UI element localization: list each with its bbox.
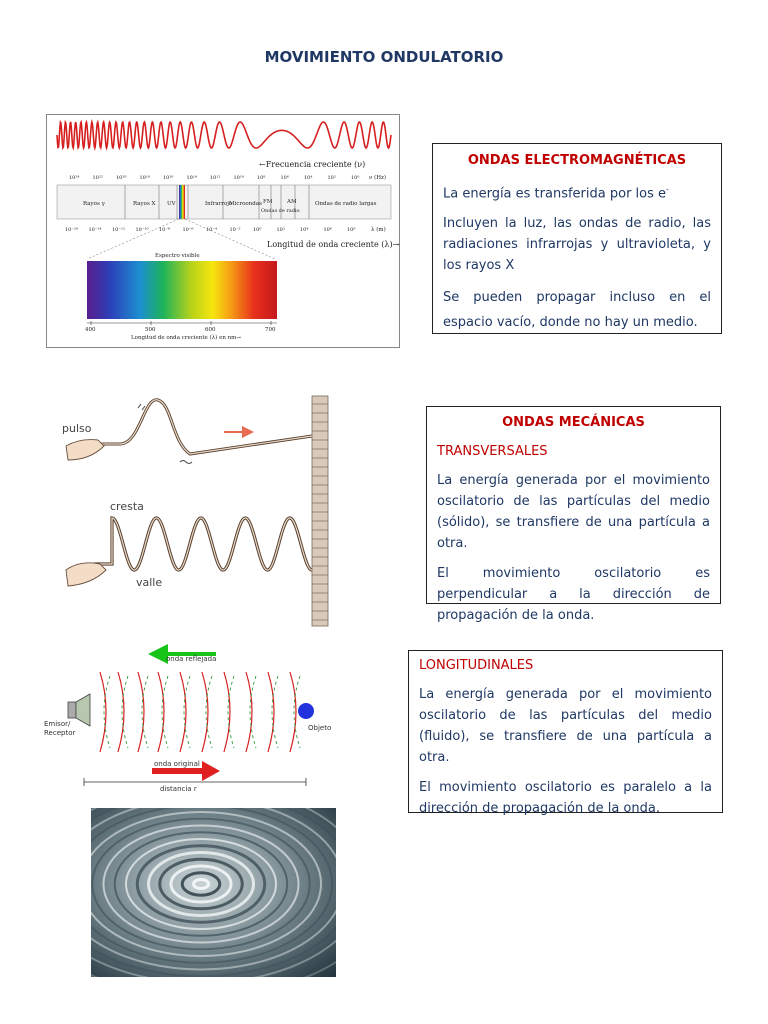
emitted-wavefront (138, 672, 144, 752)
emitted-wavefront (180, 672, 186, 752)
reflected-wavefront (122, 676, 128, 748)
sonar-diagram (40, 640, 340, 795)
wavelength-tick: 10⁻¹² (112, 227, 126, 233)
wavelength-tick: 10⁶ (323, 227, 332, 233)
trough-label: valle (136, 576, 163, 589)
emitted-wavefront (224, 672, 230, 752)
emitted-wavefront (158, 672, 164, 752)
visible-spectrum-bar (87, 261, 277, 319)
frequency-tick: 10¹⁸ (139, 175, 150, 181)
standing-wave-rope (94, 518, 312, 570)
visible-tick-label: 400 (85, 327, 96, 333)
frequency-tick: 10² (327, 175, 336, 181)
frequency-tick: 10⁸ (257, 175, 266, 181)
wavelength-ticks (65, 227, 355, 233)
reflected-wavefront (184, 676, 190, 748)
crest-label: cresta (110, 500, 144, 513)
frequency-tick: 10⁶ (280, 175, 289, 181)
reflected-wavefront (162, 676, 168, 748)
frequency-unit: ν (Hz) (369, 175, 387, 181)
transverse-wave-figure (60, 394, 350, 630)
electromagnetic-text-1: La energía es transferida por los e- (443, 185, 669, 202)
object-dot (298, 703, 314, 719)
emitted-wavefront (290, 672, 296, 752)
frequency-tick: 10¹⁶ (163, 175, 174, 181)
longitudinal-text-1: La energía generada por el movimiento oscilatorio de las partículas del medio (fluido), se transfiere de una partícula a otra. (419, 687, 712, 765)
frequency-label: ←Frecuencia creciente (ν) (259, 160, 366, 169)
transverse-text-1: La energía generada por el movimiento oscilatorio de las partículas del medio (sólido), se transfiere de una partícula a otra. (437, 473, 710, 551)
mechanical-waves-box (426, 406, 721, 623)
wavelength-tick: 10⁻⁶ (182, 227, 194, 233)
band-radio: Ondas de radio (261, 208, 300, 214)
wavelength-tick: 10⁻² (229, 227, 241, 233)
band-infrared: Infrarrojo (205, 201, 233, 207)
pulse-rope (94, 400, 312, 454)
hand-top (66, 440, 104, 460)
transverse-wave-diagram (60, 394, 350, 630)
longitudinal-text-2: El movimiento oscilatorio es paralelo a la dirección de propagación de la onda. (419, 780, 712, 816)
wave-fronts (100, 672, 300, 752)
band-gamma: Rayos γ (83, 201, 105, 207)
original-wave-label: onda original (154, 760, 200, 768)
electromagnetic-heading: ONDAS ELECTROMAGNÉTICAS (467, 153, 687, 168)
band-long-radio: Ondas de radio largas (315, 201, 377, 207)
em-wave-line (57, 122, 391, 148)
page-title: MOVIMIENTO ONDULATORIO (264, 48, 504, 66)
emitted-wavefront (268, 672, 274, 752)
band-xray: Rayos X (133, 201, 156, 207)
emitted-wavefront (202, 672, 208, 752)
visible-tick-label: 500 (145, 327, 156, 333)
emitter-label-1: Emisor/ (44, 720, 71, 728)
pulse-label: pulso (62, 422, 92, 435)
wavelength-label: Longitud de onda creciente (λ)→ (267, 240, 399, 249)
reflected-wavefront (104, 676, 110, 748)
frequency-tick: 10⁰ (351, 175, 360, 181)
frequency-tick: 10⁴ (304, 175, 313, 181)
reflected-wavefront (206, 676, 212, 748)
electromagnetic-text-3: Se pueden propagar incluso en el espacio vacío, donde no hay un medio. (443, 290, 711, 331)
pulse-rope-inner (94, 400, 312, 454)
water-ripple-drawing (91, 808, 336, 977)
longitudinal-waves-box (408, 650, 723, 816)
wavelength-tick: 10⁴ (300, 227, 309, 233)
motion-mark-bottom (180, 461, 192, 464)
visible-axis-label: Longitud de onda creciente (λ) en nm→ (131, 335, 241, 341)
wavelength-tick: 10⁰ (253, 227, 262, 233)
transverse-text-2: El movimiento oscilatorio es perpendicular a la dirección de propagación de la onda. (437, 566, 710, 623)
object-label: Objeto (308, 724, 332, 732)
band-microwave: Microondas (229, 201, 262, 207)
frequency-ticks (69, 175, 359, 181)
visible-slice (179, 185, 185, 219)
wavelength-tick: 10² (276, 227, 285, 233)
distance-label: distancia r (160, 785, 197, 793)
visible-spectrum-label: Espectro visible (155, 253, 200, 259)
band-fm: FM (263, 199, 273, 205)
band-uv: UV (167, 201, 176, 207)
emitted-wavefront (118, 672, 124, 752)
wavelength-tick: 10⁻⁸ (159, 227, 171, 233)
electromagnetic-waves-box (432, 143, 722, 334)
longitudinal-subheading: LONGITUDINALES (419, 658, 534, 673)
emitter-label-2: Receptor (44, 729, 76, 737)
emitted-wavefront (246, 672, 252, 752)
wall (312, 396, 328, 626)
band-am: AM (287, 199, 297, 205)
sonar-figure (40, 640, 340, 795)
frequency-tick: 10¹⁴ (186, 175, 197, 181)
pulse-direction-arrow (224, 426, 254, 438)
visible-tick-label: 700 (265, 327, 276, 333)
reflected-wavefront (142, 676, 148, 748)
reflected-wavefront (250, 676, 256, 748)
motion-mark-top (138, 404, 145, 410)
reflected-wavefront (272, 676, 278, 748)
em-spectrum-figure (46, 114, 400, 348)
em-spectrum-diagram (47, 115, 399, 347)
water-ripple-image (91, 808, 336, 977)
visible-tick-label: 600 (205, 327, 216, 333)
hand-bottom (66, 563, 106, 586)
wavelength-tick: 10⁻⁴ (206, 227, 218, 233)
emitted-wavefront (100, 672, 106, 752)
wavelength-unit: λ (m) (371, 227, 386, 233)
mechanical-heading: ONDAS MECÁNICAS (502, 415, 645, 430)
electromagnetic-text-2: Incluyen la luz, las ondas de radio, las radiaciones infrarrojas y ultravioleta, y los rayos X (443, 216, 711, 274)
emitter-cone (76, 694, 90, 726)
frequency-tick: 10²⁰ (116, 175, 127, 181)
emitter-body (68, 702, 76, 718)
frequency-tick: 10²² (92, 175, 103, 181)
wavelength-tick: 10⁻¹⁶ (65, 227, 79, 233)
wavelength-tick: 10⁸ (347, 227, 356, 233)
reflected-wave-label: onda reflejada (166, 655, 217, 663)
wavelength-tick: 10⁻¹⁴ (88, 227, 102, 233)
frequency-tick: 10¹² (210, 175, 221, 181)
reflected-wavefront (228, 676, 234, 748)
frequency-tick: 10¹⁰ (233, 175, 244, 181)
wavelength-tick: 10⁻¹⁰ (135, 227, 149, 233)
transverse-subheading: TRANSVERSALES (437, 444, 548, 459)
frequency-tick: 10²⁴ (69, 175, 80, 181)
